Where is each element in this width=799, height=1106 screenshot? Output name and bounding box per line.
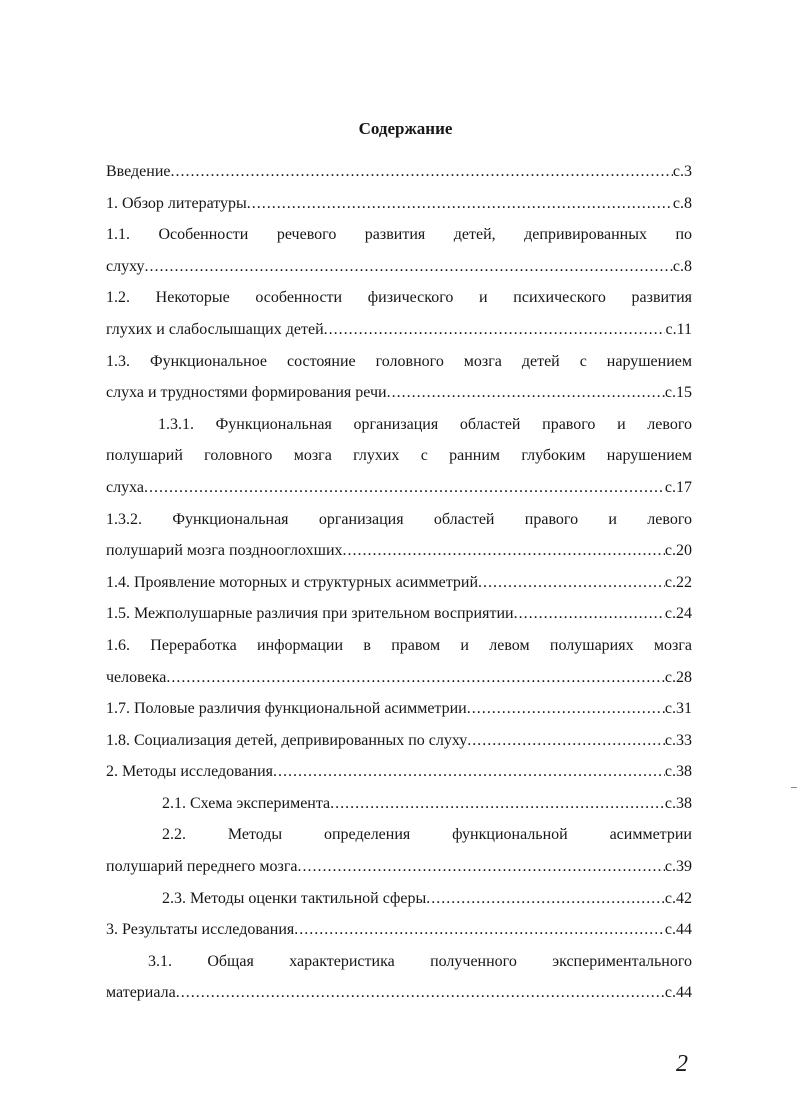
toc-entry-2-2-line1: 2.2. Методы определения функциональной асимметрии	[162, 826, 692, 844]
toc-entry-1-1-line1: 1.1. Особенности речевого развития детей, депривированных по	[106, 226, 692, 244]
toc-entry-1-6-line1: 1.6. Переработка информации в правом и левом полушариях мозга	[106, 636, 692, 654]
toc-entry-1-3-1-line2: полушарий головного мозга глухих с ранним глубоким нарушением	[106, 447, 692, 465]
toc-entry-1-3-2-line1: 1.3.2. Функциональная организация областей правого и левого	[106, 510, 692, 528]
toc-entry-1: 1. Обзор литературы ..... с.8	[106, 193, 692, 225]
toc-entry-1-2-line2: глухих и слабослышащих детей ..... с.11	[106, 319, 692, 351]
toc-entry-1-7: 1.7. Половые различия функциональной асимметрии ..... с.31	[106, 698, 692, 730]
toc-entry-1-3-1-line1: 1.3.1. Функциональная организация областей правого и левого	[158, 415, 692, 433]
toc-entry-3-1-line2: материала ..... с.44	[106, 982, 692, 1014]
toc-entry-1-8: 1.8. Социализация детей, депривированных по слуху ..... с.33	[106, 730, 692, 762]
toc-entry-2-3: 2.3. Методы оценки тактильной сферы ..... с.42	[106, 888, 692, 920]
toc-entry-2-1: 2.1. Схема эксперимента ..... с.38	[106, 793, 692, 825]
toc-entry-1-3-2-line2: полушарий мозга позднооглохших ..... с.20	[106, 540, 692, 572]
toc-entry-1-3-line1: 1.3. Функциональное состояние головного мозга детей с нарушением	[106, 352, 692, 370]
toc-entry-introduction: Введение ..... с.3	[106, 161, 692, 193]
toc-entry-1-1-line2: слуху ..... с.8	[106, 256, 692, 288]
toc-entry-1-3-1-line3: слуха ..... с.17	[106, 477, 692, 509]
table-of-contents	[106, 161, 692, 1014]
scan-mark	[791, 787, 797, 788]
toc-entry-1-6-line2: человека ..... с.28	[106, 667, 692, 699]
handwritten-page-number: 2	[676, 1051, 688, 1077]
toc-entry-3-1-line1: 3.1. Общая характеристика полученного экспериментального	[148, 952, 692, 970]
toc-entry-1-2-line1: 1.2. Некоторые особенности физического и психического развития	[106, 289, 692, 307]
toc-entry-2: 2. Методы исследования ..... с.38	[106, 761, 692, 793]
toc-entry-1-4: 1.4. Проявление моторных и структурных асимметрий ..... с.22	[106, 572, 692, 604]
toc-entry-3: 3. Результаты исследования ..... с.44	[106, 919, 692, 951]
toc-entry-1-3-line2: слуха и трудностями формирования речи ..... с.15	[106, 382, 692, 414]
toc-entry-2-2-line2: полушарий переднего мозга ..... с.39	[106, 856, 692, 888]
toc-entry-1-5: 1.5. Межполушарные различия при зрительном восприятии ..... с.24	[106, 603, 692, 635]
page-title: Содержание	[358, 119, 453, 138]
